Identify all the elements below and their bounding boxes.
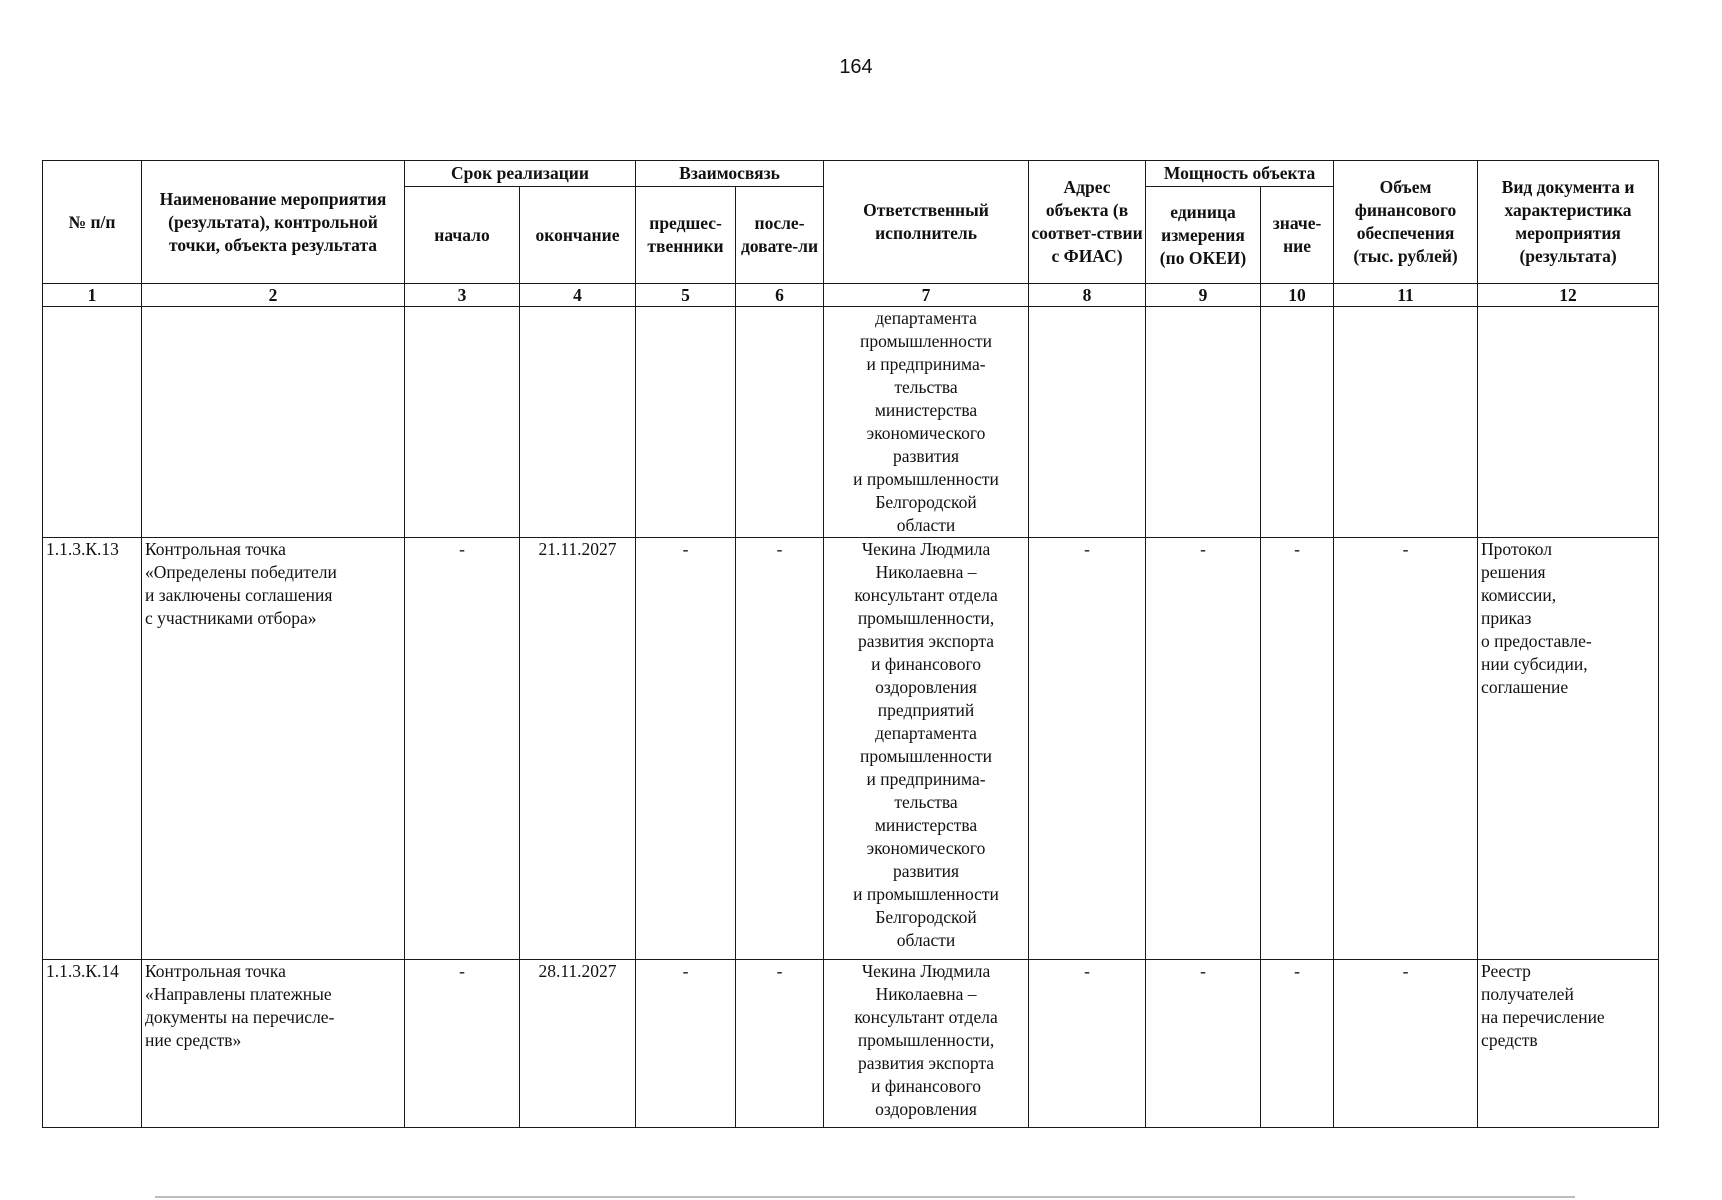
header-link: Взаимосвязь: [636, 161, 824, 187]
header-doc-type: Вид документа и характеристика мероприятия (результата): [1478, 161, 1659, 284]
header-term: Срок реализации: [405, 161, 636, 187]
header-term-end: окончание: [520, 187, 636, 284]
text-line: и промышленности: [853, 469, 999, 489]
text-line: Белгородской: [875, 907, 977, 927]
text-line: нии субсидии,: [1481, 654, 1588, 674]
text-line: Чекина Людмила: [861, 539, 991, 559]
text-line: министерства: [874, 815, 978, 835]
plan-table: [42, 160, 1659, 1128]
text-line: средств: [1481, 1030, 1538, 1050]
table-row: [43, 960, 1659, 1128]
header-name: Наименование мероприятия (результата), контрольной точки, объекта результата: [142, 161, 405, 284]
header-link-prev: предшес-твенники: [636, 187, 736, 284]
header-capacity-value: значе-ние: [1261, 187, 1334, 284]
column-number: 1: [43, 284, 142, 307]
row-prev: -: [636, 960, 736, 1128]
row-next: -: [736, 960, 824, 1128]
column-number: 7: [824, 284, 1029, 307]
row-doc-type: [1478, 307, 1659, 538]
row-prev: -: [636, 538, 736, 960]
text-line: Протокол: [1481, 539, 1552, 559]
text-line: промышленности,: [857, 1030, 995, 1050]
text-line: соглашение: [1481, 677, 1569, 697]
text-line: Контрольная точка: [145, 539, 286, 559]
row-address: [1029, 307, 1146, 538]
text-line: промышленности,: [857, 608, 995, 628]
text-line: и финансового: [871, 654, 981, 674]
text-line: консультант отдела: [854, 585, 998, 605]
column-number: 9: [1146, 284, 1261, 307]
text-line: консультант отдела: [854, 1007, 998, 1027]
row-number: 1.1.3.К.14: [43, 960, 142, 1128]
text-line: Николаевна –: [875, 984, 977, 1004]
row-name: [142, 538, 405, 960]
text-line: документы на перечисле-: [145, 1007, 335, 1027]
row-number: 1.1.3.К.13: [43, 538, 142, 960]
row-start: -: [405, 960, 520, 1128]
row-next: [736, 307, 824, 538]
text-line: приказ: [1481, 608, 1532, 628]
header-responsible: Ответственный исполнитель: [824, 161, 1029, 284]
text-line: и предпринима-: [866, 354, 986, 374]
text-line: и заключены соглашения: [145, 585, 333, 605]
text-line: оздоровления: [875, 677, 977, 697]
text-line: и финансового: [871, 1076, 981, 1096]
text-line: решения: [1481, 562, 1546, 582]
text-line: о предоставле-: [1481, 631, 1592, 651]
text-line: министерства: [874, 400, 978, 420]
text-line: ние средств»: [145, 1030, 242, 1050]
row-name: [142, 307, 405, 538]
text-line: развития: [892, 861, 960, 881]
text-line: предприятий: [877, 700, 975, 720]
header-link-next: после-довате-ли: [736, 187, 824, 284]
text-line: Контрольная точка: [145, 961, 286, 981]
header-num: № п/п: [43, 161, 142, 284]
row-end: [520, 307, 636, 538]
text-line: тельства: [894, 792, 958, 812]
row-prev: [636, 307, 736, 538]
header-address: Адрес объекта (в соответ-ствии с ФИАС): [1029, 161, 1146, 284]
text-line: и промышленности: [853, 884, 999, 904]
text-line: области: [896, 930, 956, 950]
row-value: -: [1261, 960, 1334, 1128]
row-start: -: [405, 538, 520, 960]
page-number: 164: [839, 56, 873, 78]
text-line: Белгородской: [875, 492, 977, 512]
column-number: 2: [142, 284, 405, 307]
text-line: развития: [892, 446, 960, 466]
column-number: 8: [1029, 284, 1146, 307]
row-responsible: [824, 538, 1029, 960]
text-line: «Определены победители: [145, 562, 337, 582]
row-finance: -: [1334, 538, 1478, 960]
column-number: 10: [1261, 284, 1334, 307]
column-number: 12: [1478, 284, 1659, 307]
text-line: экономического: [866, 423, 986, 443]
column-number: 11: [1334, 284, 1478, 307]
header-finance: Объем финансового обеспечения (тыс. рублей): [1334, 161, 1478, 284]
row-name: [142, 960, 405, 1128]
row-unit: -: [1146, 960, 1261, 1128]
column-number: 4: [520, 284, 636, 307]
text-line: «Направлены платежные: [145, 984, 332, 1004]
row-number: [43, 307, 142, 538]
row-address: -: [1029, 538, 1146, 960]
text-line: получателей: [1481, 984, 1574, 1004]
column-number-row: [43, 284, 1659, 307]
row-responsible: [824, 307, 1029, 538]
text-line: и предпринима-: [866, 769, 986, 789]
row-doc-type: [1478, 538, 1659, 960]
text-line: промышленности: [860, 746, 993, 766]
row-finance: -: [1334, 960, 1478, 1128]
text-line: департамента: [875, 723, 977, 743]
table-body: [43, 307, 1659, 1128]
row-finance: [1334, 307, 1478, 538]
row-responsible: [824, 960, 1029, 1128]
page-bottom-rule: [155, 1196, 1575, 1198]
table-row: [43, 307, 1659, 538]
row-unit: [1146, 307, 1261, 538]
column-number: 5: [636, 284, 736, 307]
text-line: экономического: [866, 838, 986, 858]
row-end: 28.11.2027: [520, 960, 636, 1128]
text-line: тельства: [894, 377, 958, 397]
row-value: -: [1261, 538, 1334, 960]
text-line: комиссии,: [1481, 585, 1557, 605]
row-doc-type: [1478, 960, 1659, 1128]
text-line: департамента: [875, 308, 977, 328]
table-row: [43, 538, 1659, 960]
text-line: области: [896, 515, 956, 535]
table-header: [43, 161, 1659, 307]
text-line: промышленности: [860, 331, 993, 351]
row-address: -: [1029, 960, 1146, 1128]
header-term-start: начало: [405, 187, 520, 284]
text-line: оздоровления: [875, 1099, 977, 1119]
header-capacity: Мощность объекта: [1146, 161, 1334, 187]
row-value: [1261, 307, 1334, 538]
row-start: [405, 307, 520, 538]
column-number: 6: [736, 284, 824, 307]
header-capacity-unit: единица измерения (по ОКЕИ): [1146, 187, 1261, 284]
text-line: Реестр: [1481, 961, 1531, 981]
row-end: 21.11.2027: [520, 538, 636, 960]
text-line: развития экспорта: [857, 1053, 995, 1073]
text-line: на перечисление: [1481, 1007, 1605, 1027]
row-unit: -: [1146, 538, 1261, 960]
text-line: развития экспорта: [857, 631, 995, 651]
column-number: 3: [405, 284, 520, 307]
row-next: -: [736, 538, 824, 960]
text-line: с участниками отбора»: [145, 608, 317, 628]
text-line: Чекина Людмила: [861, 961, 991, 981]
text-line: Николаевна –: [875, 562, 977, 582]
